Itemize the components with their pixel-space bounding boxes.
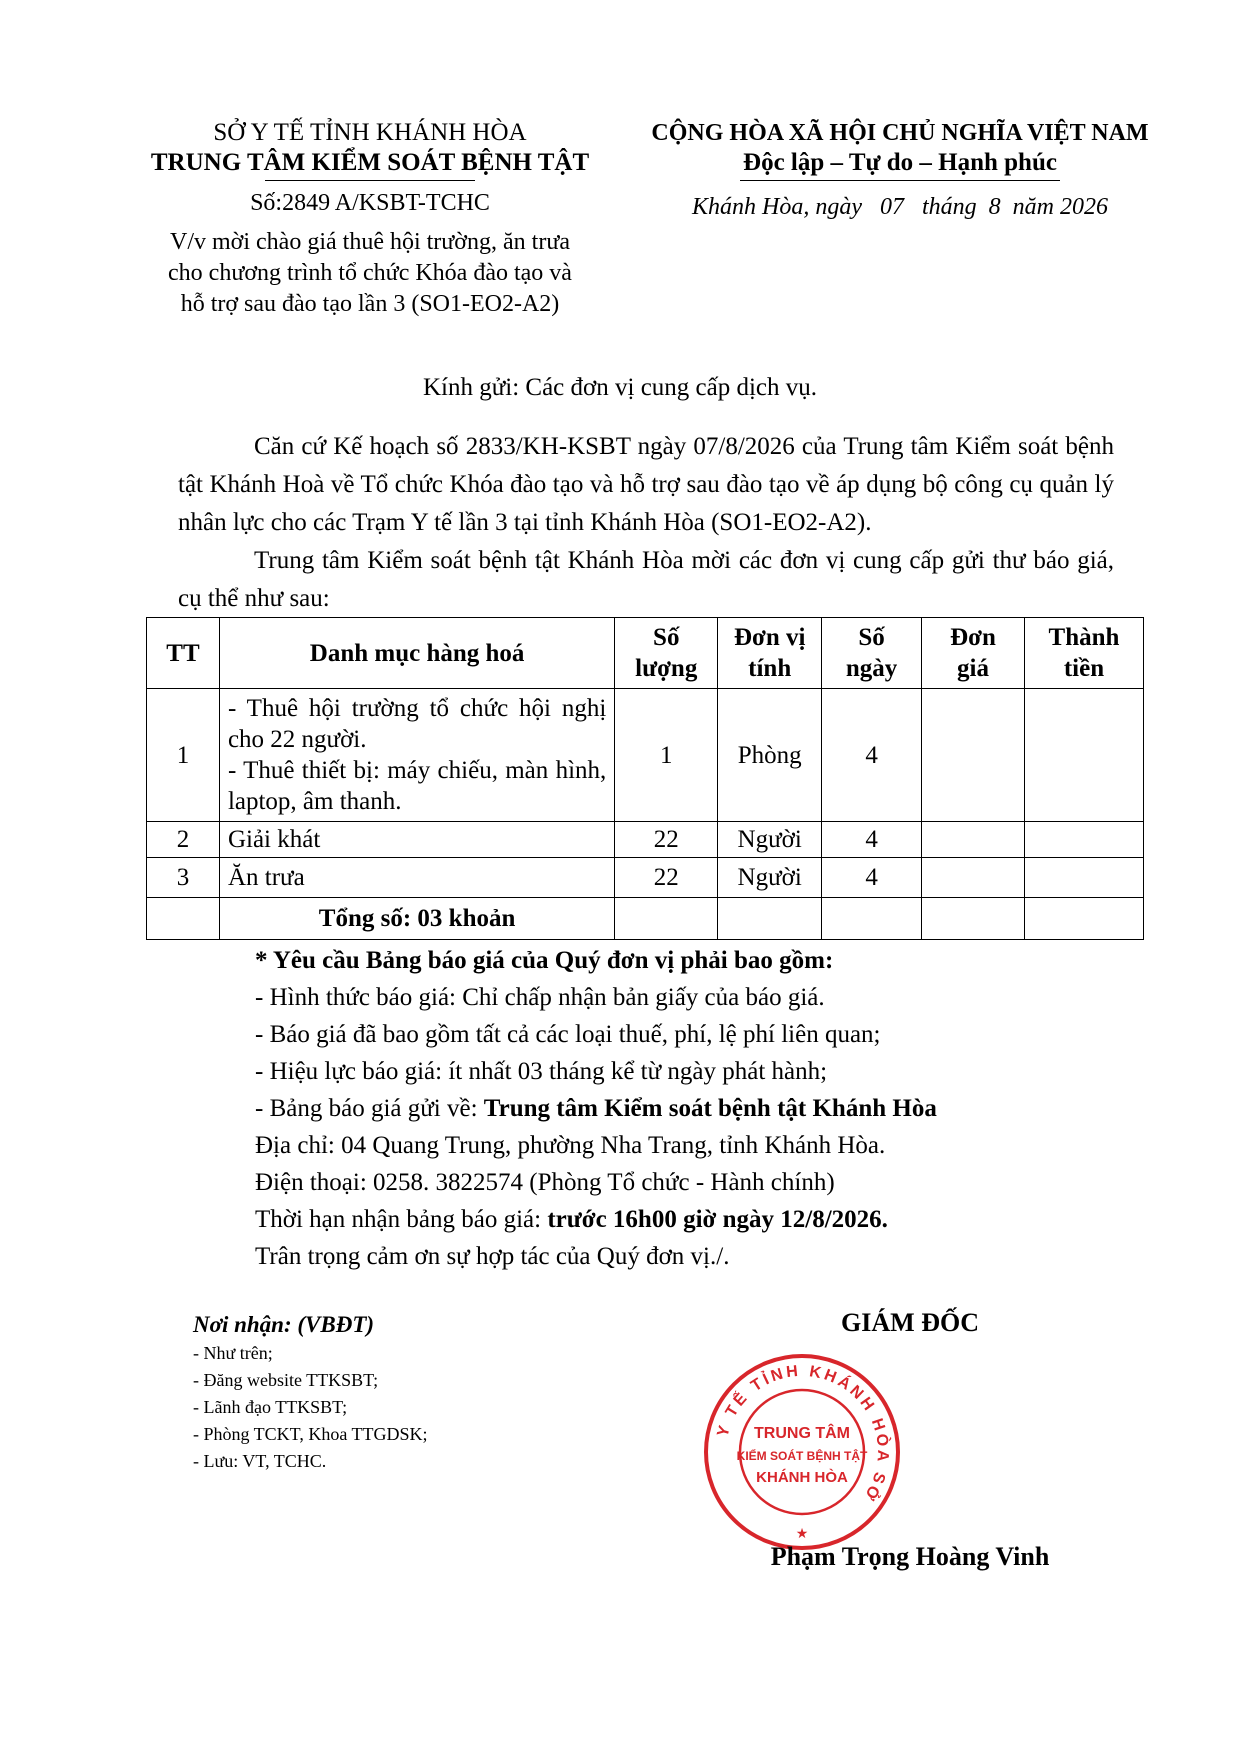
- row-days: 4: [822, 689, 922, 822]
- deadline-prefix: Thời hạn nhận bảng báo giá:: [255, 1206, 548, 1233]
- motto-underline: [740, 180, 1060, 181]
- total-days: [822, 898, 922, 940]
- paragraph-basis: Căn cứ Kế hoạch số 2833/KH-KSBT ngày 07/8/2026 của Trung tâm Kiểm soát bệnh tật Khánh Hoà về Tổ chức Khóa đào tạo và hỗ trợ sau đào tạo về áp dụng bộ công cụ quản lý nhân lực cho các Trạm Y tế lần 3 tại tỉnh Khánh Hòa (SO1-EO2-A2).: [178, 433, 1114, 536]
- row-unit: Người: [718, 822, 822, 858]
- row-desc: Giải khát: [219, 822, 614, 858]
- paragraph-invitation: Trung tâm Kiểm soát bệnh tật Khánh Hòa mời các đơn vị cung cấp gửi thư báo giá, cụ thể như sau:: [178, 547, 1114, 612]
- send-to-org: Trung tâm Kiểm soát bệnh tật Khánh Hòa: [483, 1095, 937, 1122]
- subject-line: cho chương trình tổ chức Khóa đào tạo và: [168, 260, 572, 286]
- seal-line-2: KIỂM SOÁT BỆNH TẬT: [736, 1449, 868, 1463]
- requirement-item: - Hiệu lực báo giá: ít nhất 03 tháng kể từ ngày phát hành;: [255, 1058, 828, 1085]
- org-name: TRUNG TÂM KIỂM SOÁT BỆNH TẬT: [150, 149, 590, 176]
- row-tt: 1: [147, 689, 220, 822]
- total-label: Tổng số: 03 khoản: [219, 898, 614, 940]
- row-days: 4: [822, 858, 922, 898]
- total-tt: [147, 898, 220, 940]
- deadline: [255, 1201, 1155, 1238]
- recipient-item: - Lưu: VT, TCHC.: [193, 1451, 327, 1471]
- row-tt: 3: [147, 858, 220, 898]
- row-days: 4: [822, 822, 922, 858]
- send-to-prefix: - Bảng báo giá gửi về:: [255, 1095, 484, 1122]
- requirements-title: * Yêu cầu Bảng báo giá của Quý đơn vị phải bao gồm:: [255, 947, 834, 974]
- subject-line: hỗ trợ sau đào tạo lần 3 (SO1-EO2-A2): [180, 291, 560, 317]
- recipient-item: - Như trên;: [193, 1343, 273, 1363]
- header-unit-line1: Đơn vị: [733, 624, 806, 651]
- header-total: [1024, 618, 1143, 689]
- row-price: [922, 689, 1025, 822]
- row-price: [922, 822, 1025, 858]
- total-unit: [718, 898, 822, 940]
- thanks: Trân trọng cảm ơn sự hợp tác của Quý đơn vị./.: [255, 1243, 730, 1270]
- table-total-row: [147, 898, 1144, 940]
- header-item: Danh mục hàng hoá: [219, 618, 614, 689]
- table-row: [147, 822, 1144, 858]
- total-amount: [1024, 898, 1143, 940]
- row-total: [1024, 858, 1143, 898]
- requirements-block: [255, 942, 1155, 1275]
- recipients-block: [193, 1310, 613, 1475]
- row-desc-line: - Thuê hội trường tổ chức hội nghị cho 22 người.: [227, 695, 607, 753]
- signer-title: GIÁM ĐỐC: [841, 1308, 979, 1337]
- goods-table: [146, 617, 1144, 940]
- row-desc: Ăn trưa: [219, 858, 614, 898]
- row-unit: Phòng: [718, 689, 822, 822]
- total-qty: [615, 898, 718, 940]
- header-qty-line1: Số: [653, 624, 680, 651]
- total-price: [922, 898, 1025, 940]
- header-left: [120, 118, 620, 320]
- row-desc: [219, 689, 614, 822]
- subject-line: V/v mời chào giá thuê hội trường, ăn trưa: [170, 229, 570, 255]
- row-total: [1024, 689, 1143, 822]
- seal-ring-textpath: Y TẾ TỈNH KHÁNH HÒA SỞ: [714, 1362, 892, 1506]
- place-date: Khánh Hòa, ngày 07 tháng 8 năm 2026: [692, 194, 1108, 220]
- header-qty: [615, 618, 718, 689]
- table-row: [147, 689, 1144, 822]
- requirement-send-to: [255, 1090, 1155, 1127]
- header-total-line1: Thành: [1048, 624, 1120, 651]
- row-total: [1024, 822, 1143, 858]
- phone: Điện thoại: 0258. 3822574 (Phòng Tổ chức - Hành chính): [255, 1169, 835, 1196]
- seal-star-icon: ★: [795, 1526, 809, 1542]
- motto: Độc lập – Tự do – Hạnh phúc: [743, 149, 1057, 176]
- row-desc-line: - Thuê thiết bị: máy chiếu, màn hình, laptop, âm thanh.: [227, 757, 607, 815]
- recipient-item: - Đăng website TTKSBT;: [193, 1370, 379, 1390]
- requirement-item: - Báo giá đã bao gồm tất cả các loại thuế, phí, lệ phí liên quan;: [255, 1021, 881, 1048]
- header-tt: TT: [147, 618, 220, 689]
- row-price: [922, 858, 1025, 898]
- row-tt: 2: [147, 822, 220, 858]
- requirement-item: - Hình thức báo giá: Chỉ chấp nhận bản giấy của báo giá.: [255, 984, 825, 1011]
- recipient-item: - Phòng TCKT, Khoa TTGDSK;: [193, 1424, 428, 1444]
- doc-number: Số:2849 A/KSBT-TCHC: [250, 190, 490, 216]
- table-header-row: [147, 618, 1144, 689]
- signer-name: Phạm Trọng Hoàng Vinh: [770, 1542, 1050, 1571]
- header-price-line2: giá: [957, 655, 989, 682]
- seal-line-3: KHÁNH HÒA: [756, 1469, 848, 1486]
- header-total-line2: tiền: [1063, 655, 1105, 682]
- recipient-line: Kính gửi: Các đơn vị cung cấp dịch vụ.: [422, 374, 818, 401]
- header-days: [822, 618, 922, 689]
- doc-subject: [120, 227, 620, 320]
- row-qty: 1: [615, 689, 718, 822]
- header-price-line1: Đơn: [950, 624, 996, 651]
- row-unit: Người: [718, 858, 822, 898]
- header-days-line1: Số: [858, 624, 885, 651]
- country-name: CỘNG HÒA XÃ HỘI CHỦ NGHĨA VIỆT NAM: [651, 120, 1149, 146]
- table-row: [147, 858, 1144, 898]
- recipients-title: Nơi nhận: (VBĐT): [193, 1312, 375, 1337]
- row-qty: 22: [615, 822, 718, 858]
- header-days-line2: ngày: [845, 655, 898, 682]
- deadline-value: trước 16h00 giờ ngày 12/8/2026.: [547, 1206, 888, 1233]
- row-qty: 22: [615, 858, 718, 898]
- seal-line-1: TRUNG TÂM: [754, 1425, 850, 1442]
- address: Địa chỉ: 04 Quang Trung, phường Nha Trang, tỉnh Khánh Hòa.: [255, 1132, 886, 1159]
- header-qty-line2: lượng: [635, 655, 698, 682]
- org-parent: SỞ Y TẾ TỈNH KHÁNH HÒA: [213, 119, 527, 146]
- org-underline: [265, 180, 475, 181]
- official-seal: [702, 1352, 902, 1552]
- header-unit-line2: tính: [748, 655, 792, 682]
- recipient-item: - Lãnh đạo TTKSBT;: [193, 1397, 348, 1417]
- header-unit: [718, 618, 822, 689]
- header-right: [620, 118, 1180, 223]
- header-price: [922, 618, 1025, 689]
